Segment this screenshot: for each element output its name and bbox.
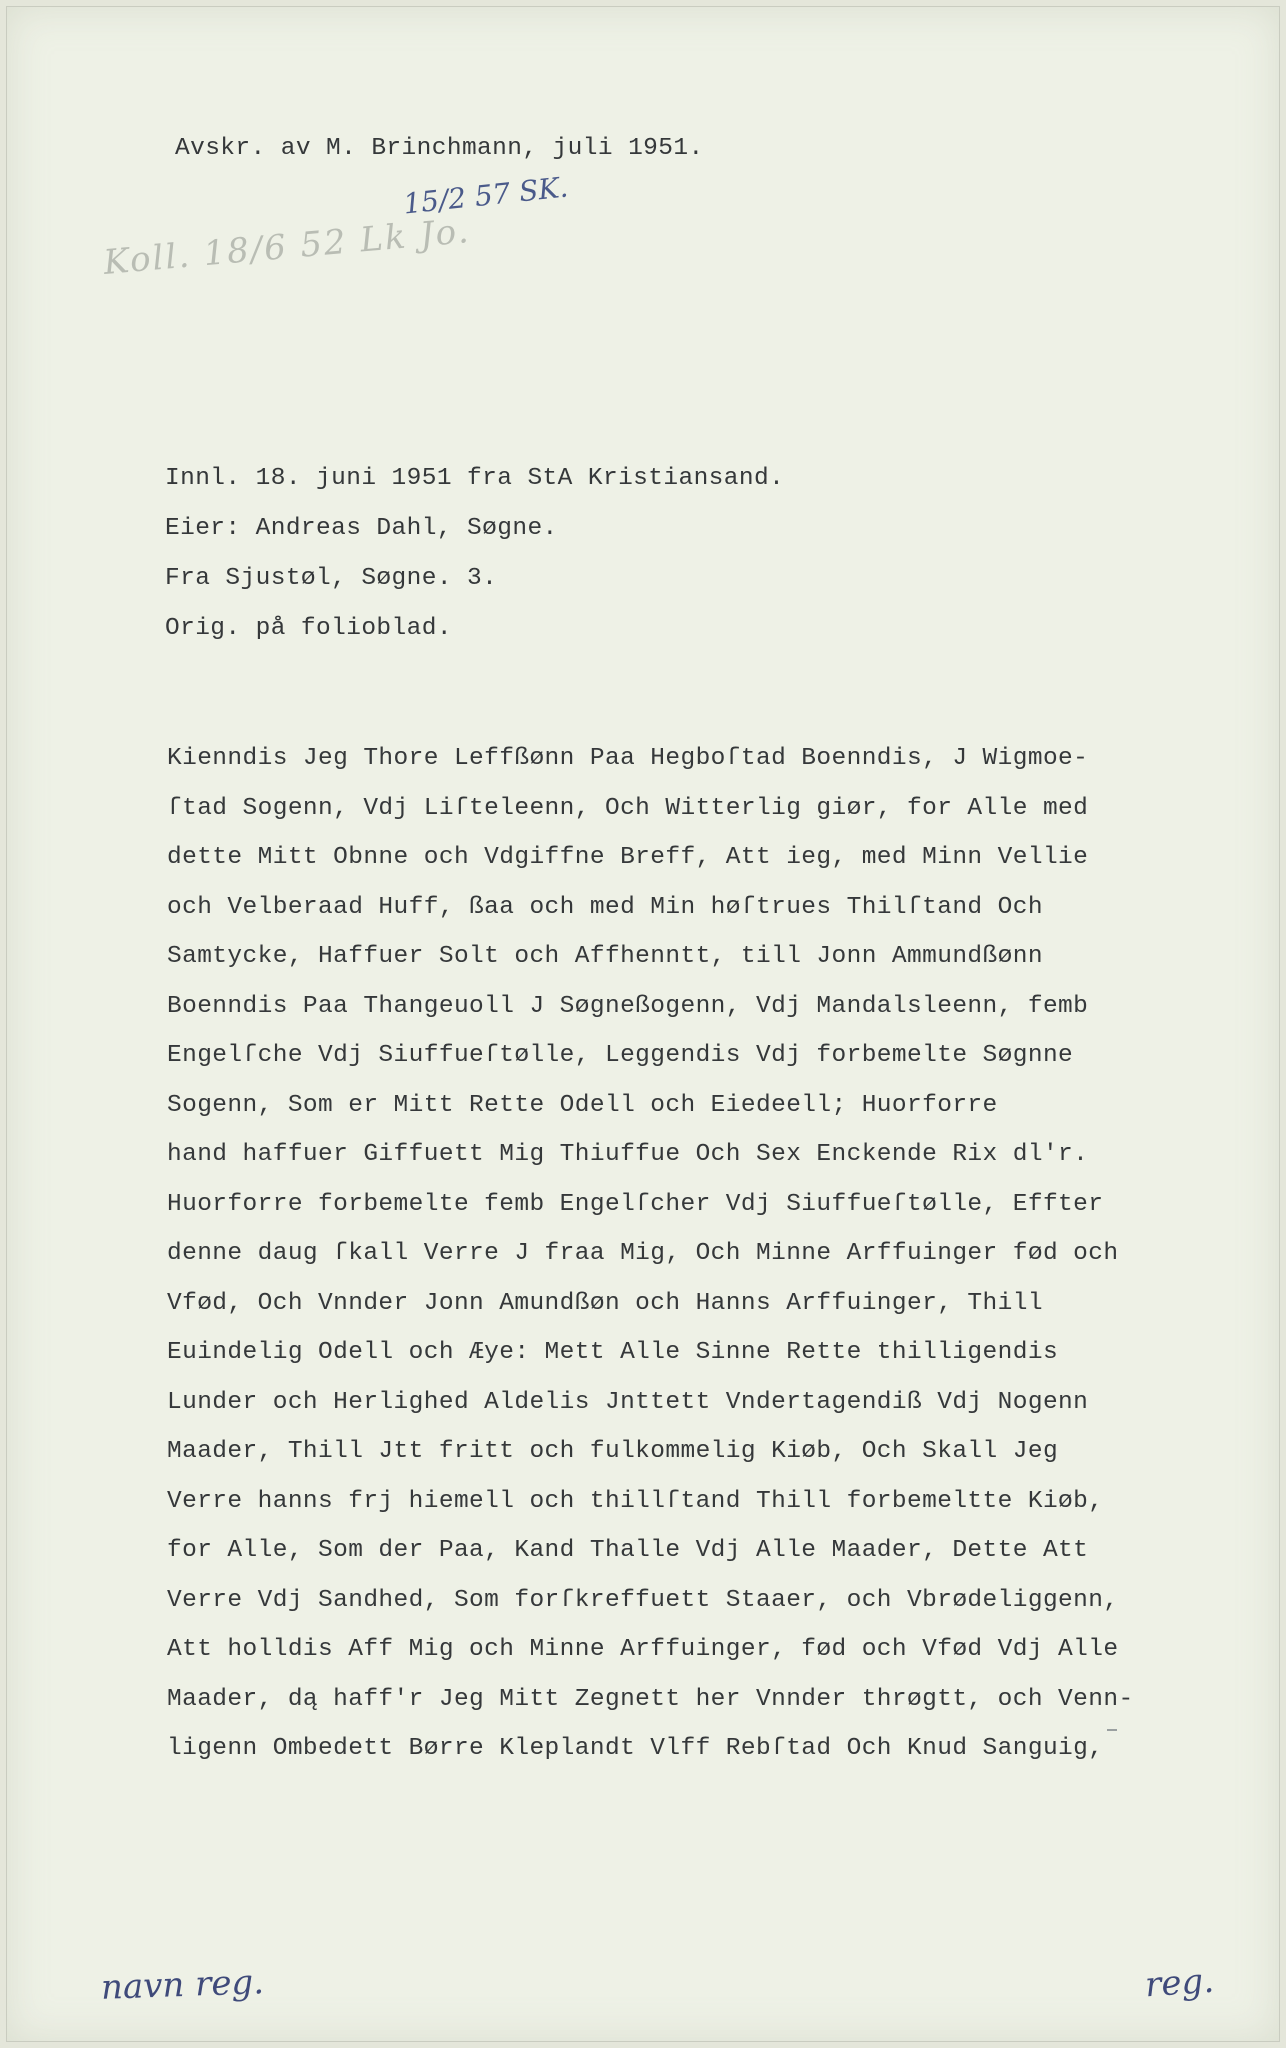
handwritten-name-register-note: navn reg. [100,1962,265,2008]
text-line: Maader, Thill Jtt fritt och fulkommelig Kiøb, Och Skall Jeg [167,1438,1059,1465]
metadata-line: Eier: Andreas Dahl, Søgne. [165,515,558,542]
text-line: Boenndis Paa Thangeuoll J Søgneßogenn, Vdj Mandalsleenn, femb [167,992,1089,1020]
handwritten-register-note: reg. [1143,1960,1216,2006]
text-line: Sogenn, Som er Mitt Rette Odell och Eiedeell; Huorforre [167,1091,998,1119]
document-page [6,6,1280,2042]
handwritten-koll-note: Koll. 18/6 52 Lk Jo. [101,211,472,283]
text-line: hand haffuer Giffuett Mig Thiuffue Och Sex Enckende Rix dl'r. [167,1141,1089,1168]
text-line: dette Mitt Obnne och Vdgiffne Breff, Att ieg, med Minn Vellie [167,844,1089,871]
text-line: ſtad Sogenn, Vdj Liſteleenn, Och Witterlig giør, for Alle med [167,794,1089,822]
text-line: Samtycke, Haffuer Solt och Affhenntt, till Jonn Ammundßønn [167,943,1043,970]
text-line: Euindelig Odell och Æye: Mett Alle Sinne Rette thilligendis [167,1339,1059,1366]
text-line: denne daug ſkall Verre J fraa Mig, Och Minne Arffuinger fød och [167,1240,1119,1267]
metadata-line: Innl. 18. juni 1951 fra StA Kristiansand. [165,465,785,492]
metadata-line: Orig. på folioblad. [165,615,452,642]
metadata-line: Fra Sjustøl, Søgne. 3. [165,565,498,592]
text-line: Vfød, Och Vnnder Jonn Amundßøn och Hanns Arffuinger, Thill [167,1289,1043,1317]
text-line: Att holldis Aff Mig och Minne Arffuinger, fød och Vfød Vdj Alle [167,1636,1119,1663]
text-line: Huorforre forbemelte femb Engelſcher Vdj Siuffueſtølle, Effter [167,1190,1104,1218]
handwritten-date-stamp: 15/2 57 SK. [401,170,570,221]
text-line: Lunder och Herlighed Aldelis Jnttett Vndertagendiß Vdj Nogenn [167,1388,1089,1416]
text-line: och Velberaad Huff, ßaa och med Min høſtrues Thilſtand Och [167,893,1043,921]
text-line: Maader, dą haff'r Jeg Mitt Zegnett her Vnnder thrøgtt, och Venn- [167,1685,1134,1713]
transcription-note: Avskr. av M. Brinchmann, juli 1951. [175,135,704,162]
scan-mark [1107,1729,1117,1731]
text-line: for Alle, Som der Paa, Kand Thalle Vdj Alle Maader, Dette Att [167,1537,1089,1564]
text-line: Verre Vdj Sandhed, Som forſkreffuett Staaer, och Vbrødeliggenn, [167,1586,1119,1614]
text-line: Kienndis Jeg Thore Leffßønn Paa Hegboſtad Boenndis, J Wigmoe- [167,745,1089,772]
text-line: ligenn Ombedett Børre Kleplandt Vlff Rebſtad Och Knud Sanguig, [167,1735,1104,1762]
text-line: Engelſche Vdj Siuffueſtølle, Leggendis Vdj forbemelte Søgnne [167,1042,1074,1069]
text-line: Verre hanns frj hiemell och thillſtand Thill forbemeltte Kiøb, [167,1487,1104,1515]
